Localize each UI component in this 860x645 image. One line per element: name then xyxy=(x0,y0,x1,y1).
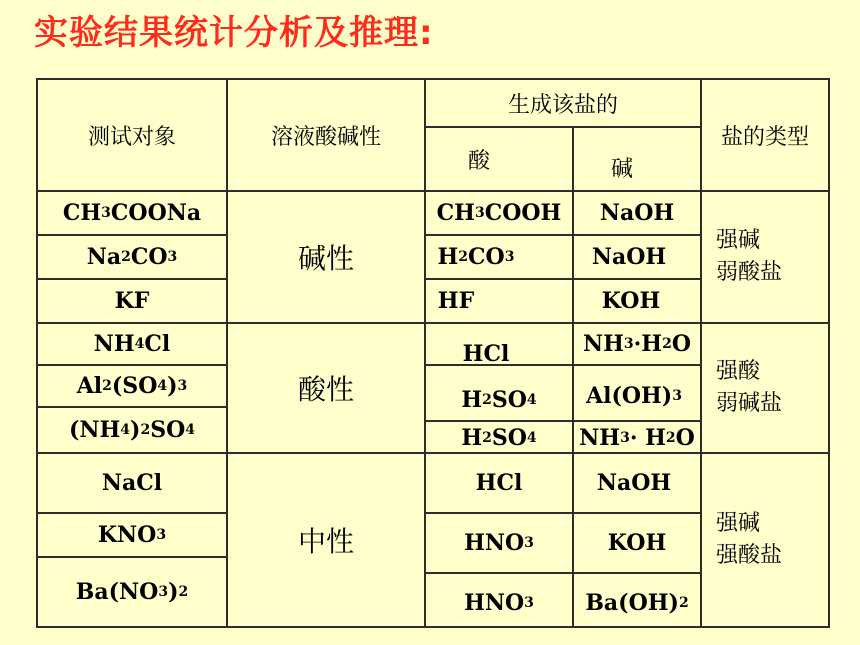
page-title: 实验结果统计分析及推理: xyxy=(34,13,434,53)
salt-cell: Na 2 CO 3 xyxy=(86,244,178,270)
salt-cell: Al 2 (SO 4 ) 3 xyxy=(76,373,188,399)
base-cell: KOH xyxy=(601,288,661,314)
salt-type-line: 强酸盐 xyxy=(716,543,783,568)
acid-cell: CH 3 COOH xyxy=(436,200,562,226)
salt-cell: CH 3 COONa xyxy=(62,200,202,226)
acidity-cell: 酸性 xyxy=(297,373,354,406)
acid-cell: HCl xyxy=(462,341,510,367)
acidity-cell: 碱性 xyxy=(297,242,354,275)
header-salt-from: 生成该盐的 xyxy=(507,92,618,118)
salt-type-cell xyxy=(716,324,828,452)
base-cell: NaOH xyxy=(599,200,675,226)
acid-cell: H 2 SO 4 xyxy=(461,387,537,413)
salt-type-line: 强酸 xyxy=(716,359,761,384)
salt-cell: NH 4 Cl xyxy=(93,331,171,357)
header-acid: 酸 xyxy=(467,148,490,174)
salt-type-line: 弱酸盐 xyxy=(716,260,783,285)
base-cell: KOH xyxy=(607,530,667,556)
header-solution-acidity: 溶液酸碱性 xyxy=(270,124,381,150)
base-cell: NH 3 ·H 2 O xyxy=(582,331,692,357)
salt-cell: NaCl xyxy=(101,470,163,496)
base-cell: Al(OH) 3 xyxy=(586,383,682,409)
salt-type-line: 强碱 xyxy=(716,511,761,536)
acid-cell: H 2 SO 4 xyxy=(461,425,537,451)
header-salt-type: 盐的类型 xyxy=(720,124,809,150)
salt-cell: KF xyxy=(114,288,150,314)
header-base: 碱 xyxy=(610,156,633,182)
salt-type-line: 弱碱盐 xyxy=(716,391,783,416)
header-test-object: 测试对象 xyxy=(87,124,176,150)
acid-cell: HNO 3 xyxy=(464,590,534,616)
acid-cell: H 2 CO 3 xyxy=(437,244,515,270)
base-cell: NaOH xyxy=(591,244,667,270)
acid-cell: HNO 3 xyxy=(464,530,534,556)
salt-type-cell xyxy=(716,192,828,322)
acid-cell: HCl xyxy=(475,470,523,496)
base-cell: NaOH xyxy=(596,470,672,496)
acidity-cell: 中性 xyxy=(297,525,354,558)
salt-cell: KNO 3 xyxy=(97,522,167,548)
salt-type-cell xyxy=(716,454,828,626)
base-cell: NH 3 · H 2 O xyxy=(579,425,695,451)
salt-cell: Ba(NO 3 ) 2 xyxy=(75,579,189,605)
base-cell: Ba(OH) 2 xyxy=(585,590,689,616)
salt-cell: (NH 4 ) 2 SO 4 xyxy=(68,417,196,443)
acid-cell: HF xyxy=(437,288,475,314)
salt-type-line: 强碱 xyxy=(716,228,761,253)
